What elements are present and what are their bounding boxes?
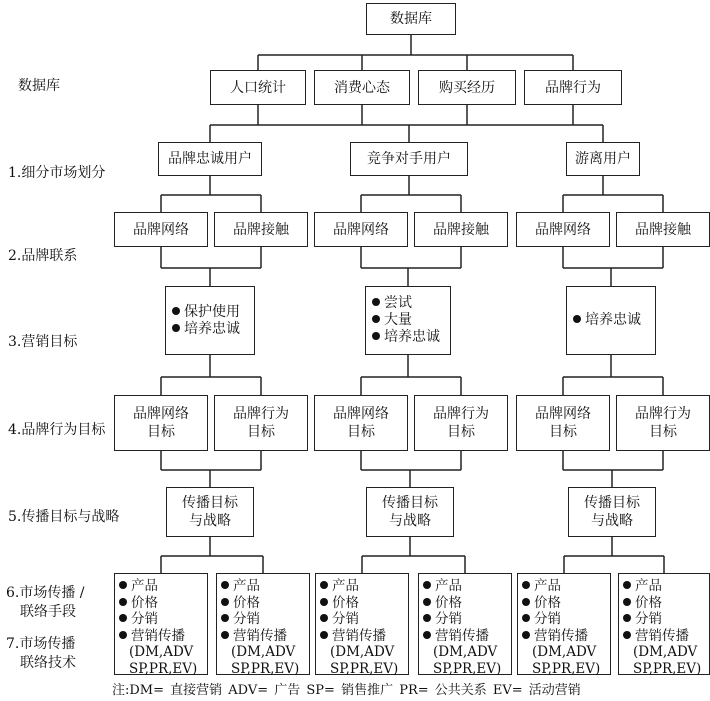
bullet-icon: [623, 614, 631, 622]
database-item-purchase-history: 购买经历: [418, 70, 516, 105]
bullet-icon: [320, 581, 328, 589]
bullet-icon: [423, 598, 431, 606]
row-label-brand-contact: 2.品牌联系: [8, 248, 78, 264]
bullet-icon: [423, 581, 431, 589]
channel-box-1: 产品 价格 分销 营销传播 (DM,ADV SP,PR,EV): [114, 573, 208, 675]
strategy-box-3: 传播目标 与战略: [568, 487, 656, 537]
contact-brand-touch-3: 品牌接触: [616, 212, 710, 247]
goal-box-loyal: [165, 286, 255, 355]
row-label-comm-tech-1: 7.市场传播: [6, 636, 76, 652]
bullet-icon: [522, 631, 530, 639]
contact-brand-touch-1: 品牌接触: [214, 212, 308, 247]
goal-box-floating: [566, 286, 656, 355]
database-item-demographics: 人口统计: [210, 70, 306, 105]
row-label-comm-means-2: 联络手段: [20, 604, 76, 620]
behavior-goal-network-2: 品牌网络 目标: [314, 395, 408, 451]
bullet-icon: [372, 315, 380, 323]
row-label-marketing-goal: 3.营销目标: [8, 334, 78, 350]
bullet-icon: [119, 631, 127, 639]
bullet-icon: [320, 614, 328, 622]
bullet-icon: [423, 614, 431, 622]
database-item-brand-behavior: 品牌行为: [524, 70, 622, 105]
row-label-segmentation: 1.细分市场划分: [8, 165, 106, 181]
row-label-comm-means-1: 6.市场传播 /: [6, 585, 85, 601]
contact-brand-touch-2: 品牌接触: [414, 212, 508, 247]
row-label-database: 数据库: [18, 78, 60, 94]
behavior-goal-network-3: 品牌网络 目标: [516, 395, 610, 451]
root-database-box: 数据库: [366, 3, 456, 35]
channel-box-6: 产品 价格 分销 营销传播 (DM,ADV SP,PR,EV): [618, 573, 710, 675]
contact-brand-network-1: 品牌网络: [114, 212, 208, 247]
bullet-icon: [423, 631, 431, 639]
goal-box-competitor: [365, 286, 451, 355]
bullet-icon: [573, 315, 581, 323]
bullet-icon: [372, 332, 380, 340]
segment-floating-users: 游离用户: [566, 142, 640, 176]
goal-item: 培养忠诚: [172, 321, 240, 338]
bullet-icon: [221, 614, 229, 622]
segment-competitor-users: 竞争对手用户: [350, 142, 468, 176]
bullet-icon: [522, 598, 530, 606]
bullet-icon: [320, 598, 328, 606]
strategy-box-2: 传播目标 与战略: [366, 487, 454, 537]
row-label-comm-strategy: 5.传播目标与战略: [8, 509, 120, 525]
bullet-icon: [623, 598, 631, 606]
bullet-icon: [172, 307, 180, 315]
goal-item: 大量: [372, 312, 440, 329]
bullet-icon: [119, 581, 127, 589]
contact-brand-network-3: 品牌网络: [516, 212, 610, 247]
channel-box-4: 产品 价格 分销 营销传播 (DM,ADV SP,PR,EV): [418, 573, 512, 675]
channel-box-5: 产品 价格 分销 营销传播 (DM,ADV SP,PR,EV): [517, 573, 611, 675]
bullet-icon: [119, 614, 127, 622]
strategy-box-1: 传播目标 与战略: [166, 487, 254, 537]
channel-box-2: 产品 价格 分销 营销传播 (DM,ADV SP,PR,EV): [216, 573, 310, 675]
footnote: 注:DM= 直接营销 ADV= 广告 SP= 销售推广 PR= 公共关系 EV= 活动营销: [112, 683, 581, 698]
goal-item: 培养忠诚: [573, 312, 641, 329]
bullet-icon: [522, 614, 530, 622]
row-label-comm-tech-2: 联络技术: [20, 655, 76, 671]
behavior-goal-behavior-2: 品牌行为 目标: [414, 395, 508, 451]
goal-item: 保护使用: [172, 304, 240, 321]
bullet-icon: [119, 598, 127, 606]
bullet-icon: [221, 631, 229, 639]
bullet-icon: [221, 581, 229, 589]
goal-item: 尝试: [372, 295, 440, 312]
bullet-icon: [623, 581, 631, 589]
goal-item: 培养忠诚: [372, 329, 440, 346]
behavior-goal-network-1: 品牌网络 目标: [114, 395, 208, 451]
bullet-icon: [172, 324, 180, 332]
segment-loyal-users: 品牌忠诚用户: [158, 142, 262, 176]
bullet-icon: [372, 298, 380, 306]
bullet-icon: [320, 631, 328, 639]
contact-brand-network-2: 品牌网络: [314, 212, 408, 247]
bullet-icon: [221, 598, 229, 606]
behavior-goal-behavior-1: 品牌行为 目标: [214, 395, 308, 451]
channel-box-3: 产品 价格 分销 营销传播 (DM,ADV SP,PR,EV): [315, 573, 409, 675]
bullet-icon: [623, 631, 631, 639]
bullet-icon: [522, 581, 530, 589]
row-label-behavior-goal: 4.品牌行为目标: [8, 422, 106, 438]
database-item-psychographics: 消费心态: [314, 70, 410, 105]
behavior-goal-behavior-3: 品牌行为 目标: [616, 395, 710, 451]
